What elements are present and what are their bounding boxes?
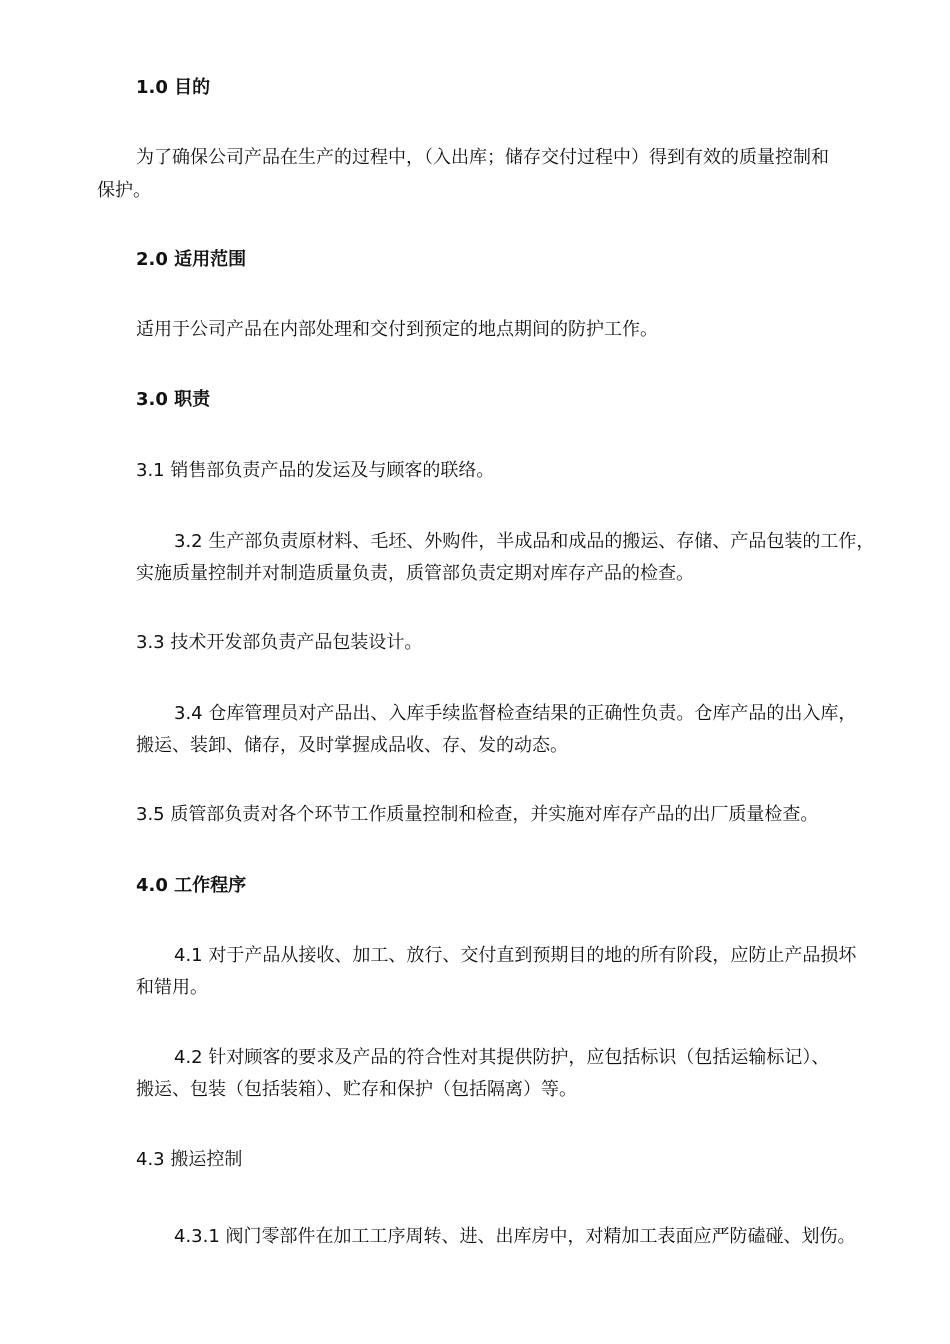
section-heading-responsibilities: 3.0 职责 (136, 389, 211, 410)
section-heading-scope: 2.0 适用范围 (136, 249, 247, 270)
paragraph-scope: 适用于公司产品在内部处理和交付到预定的地点期间的防护工作。 (136, 319, 658, 340)
paragraph-purpose-line2: 保护。 (97, 180, 151, 201)
item-3-1: 3.1 销售部负责产品的发运及与顾客的联络。 (136, 460, 495, 481)
item-4-1-line2: 和错用。 (136, 977, 208, 998)
item-3-3: 3.3 技术开发部负责产品包装设计。 (136, 632, 423, 653)
item-3-4-line2: 搬运、装卸、储存，及时掌握成品收、存、发的动态。 (136, 735, 568, 756)
paragraph-purpose-line1: 为了确保公司产品在生产的过程中，（入出库；储存交付过程中）得到有效的质量控制和 (136, 147, 829, 168)
section-heading-purpose: 1.0 目的 (136, 77, 211, 98)
item-4-3: 4.3 搬运控制 (136, 1149, 243, 1170)
item-3-2-line1: 3.2 生产部负责原材料、毛坯、外购件，半成品和成品的搬运、存储、产品包装的工作， (174, 531, 875, 552)
item-3-5: 3.5 质管部负责对各个环节工作质量控制和检查，并实施对库存产品的出厂质量检查。 (136, 804, 819, 825)
item-3-2-line2: 实施质量控制并对制造质量负责，质管部负责定期对库存产品的检查。 (136, 563, 694, 584)
item-4-2-line1: 4.2 针对顾客的要求及产品的符合性对其提供防护，应包括标识（包括运输标记）、 (174, 1047, 830, 1068)
item-4-2-line2: 搬运、包装（包括装箱）、贮存和保护（包括隔离）等。 (136, 1079, 577, 1100)
item-4-3-1: 4.3.1 阀门零部件在加工工序周转、进、出库房中，对精加工表面应严防磕碰、划伤。 (174, 1226, 856, 1247)
section-heading-procedure: 4.0 工作程序 (136, 875, 247, 896)
item-4-1-line1: 4.1 对于产品从接收、加工、放行、交付直到预期目的地的所有阶段，应防止产品损坏 (174, 945, 857, 966)
item-3-4-line1: 3.4 仓库管理员对产品出、入库手续监督检查结果的正确性负责。仓库产品的出入库， (174, 703, 857, 724)
